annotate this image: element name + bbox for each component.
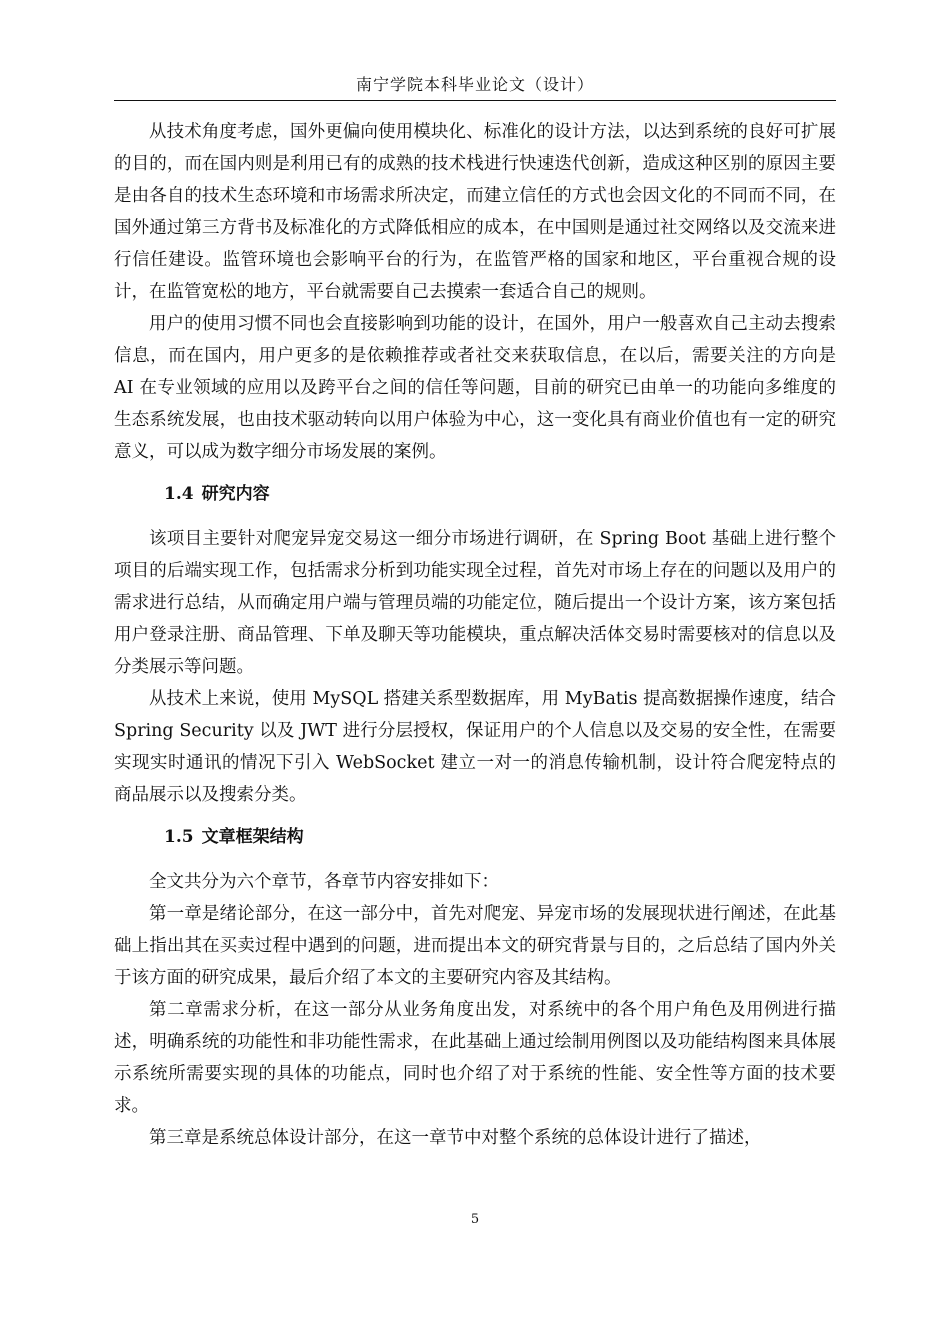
body-paragraph: 用户的使用习惯不同也会直接影响到功能的设计，在国外，用户一般喜欢自己主动去搜索信息，而在国内，用户更多的是依赖推荐或者社交来获取信息，在以后，需要关注的方向是 AI 在专业领域的应用以及跨平台之间的信任等问题，目前的研究已由单一的功能向多维度的生态系统发展，也由技术驱动转向以用户体验为中心，这一变化具有商业价值也有一定的研究意义，可以成为数字细分市场发展的案例。 xyxy=(114,314,836,462)
running-header: 南宁学院本科毕业论文（设计） xyxy=(355,75,594,94)
section-number: 1.4 xyxy=(164,484,194,504)
body-paragraph: 第二章需求分析，在这一部分从业务角度出发，对系统中的各个用户角色及用例进行描述，明确系统的功能性和非功能性需求，在此基础上通过绘制用例图以及功能结构图来具体展示系统所需要实现的具体的功能点，同时也介绍了对于系统的性能、安全性等方面的技术要求。 xyxy=(114,1000,836,1116)
body-paragraph: 第一章是绪论部分，在这一部分中，首先对爬宠、异宠市场的发展现状进行阐述，在此基础上指出其在买卖过程中遇到的问题，进而提出本文的研究背景与目的，之后总结了国内外关于该方面的研究成果，最后介绍了本文的主要研究内容及其结构。 xyxy=(114,904,836,988)
body-paragraph: 全文共分为六个章节，各章节内容安排如下： xyxy=(149,872,499,892)
section-title: 研究内容 xyxy=(201,484,270,504)
page-body xyxy=(114,116,836,1154)
section-title: 文章框架结构 xyxy=(201,827,304,847)
body-paragraph: 该项目主要针对爬宠异宠交易这一细分市场进行调研，在 Spring Boot 基础上进行整个项目的后端实现工作，包括需求分析到功能实现全过程，首先对市场上存在的问题以及用户的需求进行总结，从而确定用户端与管理员端的功能定位，随后提出一个设计方案，该方案包括用户登录注册、商品管理、下单及聊天等功能模块，重点解决活体交易时需要核对的信息以及分类展示等问题。 xyxy=(114,529,836,677)
section-number: 1.5 xyxy=(164,827,194,847)
header-rule xyxy=(114,100,836,101)
page-number: 5 xyxy=(470,1212,480,1227)
section-heading-1-4 xyxy=(114,478,836,510)
body-paragraph: 从技术角度考虑，国外更偏向使用模块化、标准化的设计方法，以达到系统的良好可扩展的目的，而在国内则是利用已有的成熟的技术栈进行快速迭代创新，造成这种区别的原因主要是由各自的技术生态环境和市场需求所决定，而建立信任的方式也会因文化的不同而不同，在国外通过第三方背书及标准化的方式降低相应的成本，在中国则是通过社交网络以及交流来进行信任建设。监管环境也会影响平台的行为，在监管严格的国家和地区，平台重视合规的设计，在监管宽松的地方，平台就需要自己去摸索一套适合自己的规则。 xyxy=(114,122,836,302)
body-paragraph: 从技术上来说，使用 MySQL 搭建关系型数据库，用 MyBatis 提高数据操作速度，结合 Spring Security 以及 JWT 进行分层授权，保证用户的个人信息以及交易的安全性，在需要实现实时通讯的情况下引入 WebSocket 建立一对一的消息传输机制，设计符合爬宠特点的商品展示以及搜索分类。 xyxy=(114,689,836,805)
section-heading-1-5 xyxy=(114,821,836,853)
body-paragraph: 第三章是系统总体设计部分，在这一章节中对整个系统的总体设计进行了描述， xyxy=(149,1128,762,1148)
